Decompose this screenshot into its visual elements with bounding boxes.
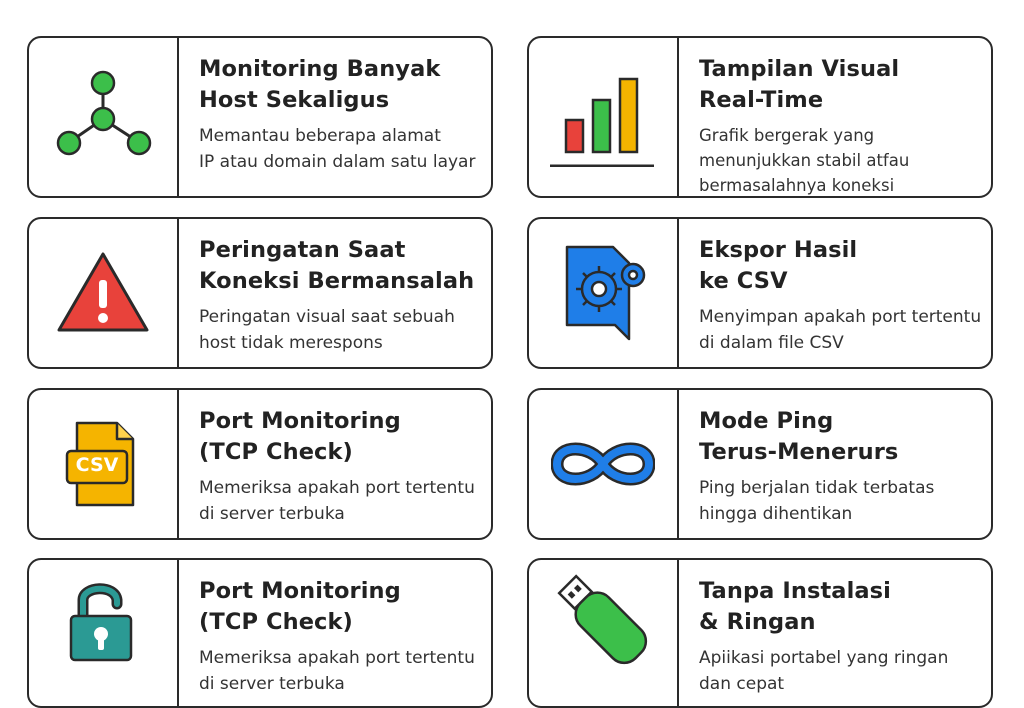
bar-chart-icon [548,67,658,167]
feature-title: Ekspor Hasil ke CSV [699,237,858,294]
feature-text [699,406,983,527]
feature-icon-cell [29,560,179,706]
feature-icon-cell [29,390,179,538]
feature-card-port-monitoring [27,388,493,540]
feature-description: Ping berjalan tidak terbatas hingga dihentikan [699,478,935,524]
unlocked-padlock-icon [63,576,143,666]
feature-description: Apiikasi portabel yang ringan dan cepat [699,648,949,694]
csv-label: CSV [75,454,119,476]
feature-text [199,235,483,356]
feature-title: Port Monitoring (TCP Check) [199,408,401,465]
feature-icon-cell [29,219,179,367]
feature-card-realtime-visual [527,36,993,198]
feature-card-port-monitoring-lock [27,558,493,708]
csv-file-icon [63,419,143,509]
network-nodes-icon [53,67,153,167]
feature-description: Memeriksa apakah port tertentu di server terbuka [199,478,475,524]
feature-text [699,576,983,697]
feature-title: Tanpa Instalasi & Ringan [699,578,891,635]
feature-text [199,576,483,697]
feature-text [199,54,483,175]
feature-text [699,54,983,198]
feature-icon-cell [529,560,679,706]
feature-title: Mode Ping Terus-Menerurs [699,408,899,465]
feature-description: Peringatan visual saat sebuah host tidak merespons [199,307,455,353]
feature-card-portable [527,558,993,708]
feature-description: Memeriksa apakah port tertentu di server terbuka [199,648,475,694]
feature-title: Port Monitoring (TCP Check) [199,578,401,635]
feature-card-export-csv [527,217,993,369]
feature-card-multi-host [27,36,493,198]
feature-card-continuous-ping [527,388,993,540]
feature-text [199,406,483,527]
feature-description: Grafik bergerak yang menunjukkan stabil atfau bermasalahnya koneksi [699,126,910,195]
feature-title: Tampilan Visual Real-Time [699,56,900,113]
feature-text [699,235,983,356]
feature-icon-cell [29,38,179,196]
feature-title: Peringatan Saat Koneksi Bermansalah [199,237,475,294]
feature-icon-cell [529,38,679,196]
usb-drive-icon [553,574,653,666]
warning-triangle-icon [53,248,153,338]
infinity-icon [551,436,655,492]
feature-description: Menyimpan apakah port tertentu di dalam file CSV [699,307,982,353]
feature-title: Monitoring Banyak Host Sekaligus [199,56,441,113]
feature-icon-cell [529,219,679,367]
document-gear-icon [553,243,653,343]
feature-icon-cell [529,390,679,538]
feature-description: Memantau beberapa alamat IP atau domain dalam satu layar [199,126,476,172]
feature-card-connection-warning [27,217,493,369]
